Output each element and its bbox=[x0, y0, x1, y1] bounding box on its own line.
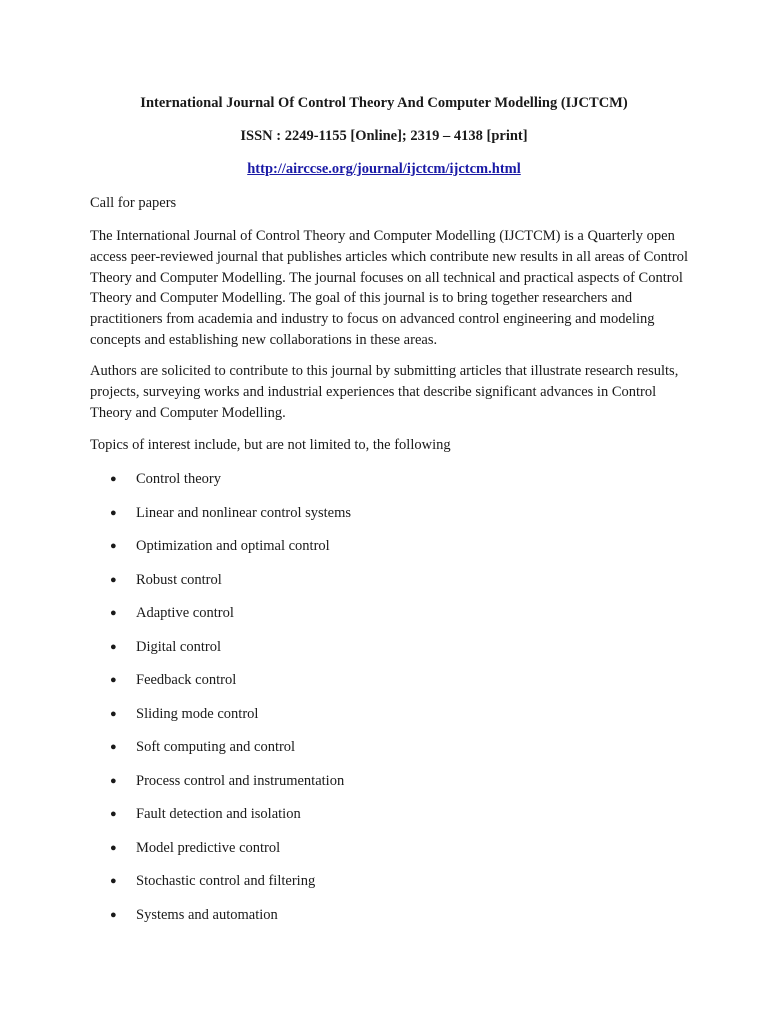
bullet-icon: ● bbox=[110, 841, 117, 854]
topic-list-item bbox=[110, 771, 670, 791]
bullet-icon: ● bbox=[110, 674, 117, 686]
topic-list-item bbox=[110, 536, 670, 556]
authors-paragraph: Authors are solicited to contribute to this journal by submitting articles that illustrate research results, projects, surveying works and industrial experiences that describe significant advances in Control Theory and Computer Modelling. bbox=[90, 363, 679, 421]
topic-label: Adaptive control bbox=[136, 605, 234, 621]
bullet-icon: ● bbox=[110, 573, 117, 586]
topic-label: Stochastic control and filtering bbox=[136, 873, 316, 889]
topic-list-item bbox=[110, 670, 670, 690]
topic-list-item bbox=[110, 570, 670, 590]
bullet-icon: ● bbox=[110, 640, 117, 653]
bullet-icon: ● bbox=[110, 506, 117, 519]
topic-list-item bbox=[110, 804, 670, 824]
topic-list-item bbox=[110, 603, 670, 623]
bullet-icon: ● bbox=[110, 741, 117, 753]
topic-list-item bbox=[110, 871, 670, 891]
topic-label: Optimization and optimal control bbox=[136, 538, 330, 554]
intro-paragraph: The International Journal of Control Theory and Computer Modelling (IJCTCM) is a Quarterly open access peer-reviewed journal that publishes articles which contribute new results in all areas of Control Theory and Computer Modelling. The journal focuses on all technical and practical aspects of Control Theory and Computer Modelling. The goal of this journal is to bring together researchers and practitioners from academia and industry to focus on advanced control engineering and modeling concepts and establishing new collaborations in these areas. bbox=[90, 228, 689, 348]
call-for-papers-heading: Call for papers bbox=[90, 195, 177, 211]
topic-label: Fault detection and isolation bbox=[136, 806, 301, 822]
topic-label: Control theory bbox=[136, 471, 221, 487]
journal-url-link[interactable]: http://airccse.org/journal/ijctcm/ijctcm.html bbox=[247, 161, 521, 177]
topic-list-item bbox=[110, 469, 670, 489]
topic-label: Feedback control bbox=[136, 672, 237, 688]
bullet-icon: ● bbox=[110, 908, 117, 921]
topic-list-item bbox=[110, 637, 670, 657]
topic-label: Soft computing and control bbox=[136, 739, 296, 755]
bullet-icon: ● bbox=[110, 808, 117, 820]
topic-label: Model predictive control bbox=[136, 839, 281, 856]
topic-list-item bbox=[110, 704, 670, 724]
topic-label: Digital control bbox=[136, 638, 221, 655]
topic-label: Systems and automation bbox=[136, 906, 278, 923]
topic-list-item bbox=[110, 737, 670, 757]
bullet-icon: ● bbox=[110, 607, 117, 619]
topics-intro: Topics of interest include, but are not limited to, the following bbox=[90, 437, 451, 453]
issn-line: ISSN : 2249-1155 [Online]; 2319 – 4138 [print] bbox=[240, 128, 528, 144]
topic-list-item bbox=[110, 838, 670, 858]
topic-label: Process control and instrumentation bbox=[136, 772, 345, 789]
bullet-icon: ● bbox=[110, 707, 117, 720]
url-line bbox=[0, 160, 768, 178]
bullet-icon: ● bbox=[110, 875, 117, 887]
topic-list-item bbox=[110, 503, 670, 523]
journal-title: International Journal Of Control Theory And Computer Modelling (IJCTCM) bbox=[140, 95, 628, 111]
bullet-icon: ● bbox=[110, 774, 117, 787]
topic-label: Sliding mode control bbox=[136, 705, 259, 722]
bullet-icon: ● bbox=[110, 540, 117, 552]
topic-label: Robust control bbox=[136, 571, 222, 588]
topic-label: Linear and nonlinear control systems bbox=[136, 504, 352, 521]
bullet-icon: ● bbox=[110, 473, 117, 485]
topic-list-item bbox=[110, 905, 670, 925]
